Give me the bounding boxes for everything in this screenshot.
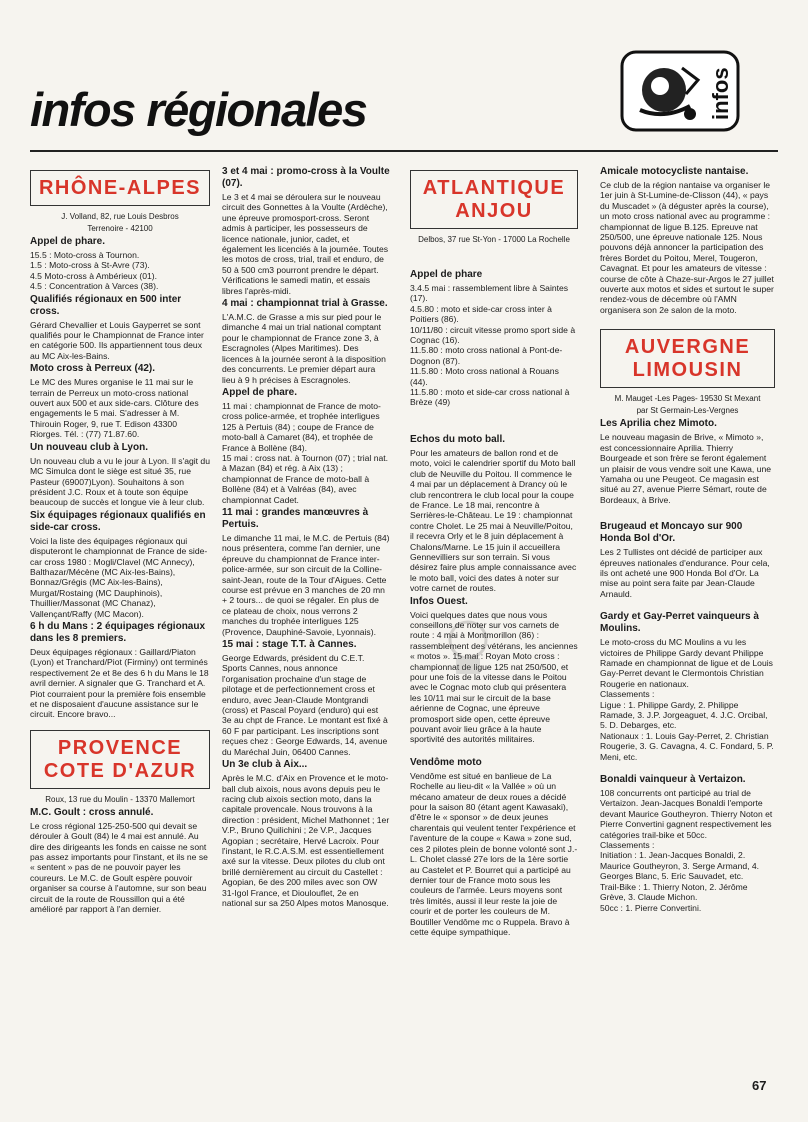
infos-logo xyxy=(620,50,740,132)
region-address: M. Mauget -Les Pages- 19530 St Mexant xyxy=(614,394,761,404)
watermark-logo xyxy=(446,620,490,676)
article-heading: M.C. Goult : cross annulé. xyxy=(30,806,154,818)
article-body: Gérard Chevallier et Louis Gayperret se sont qualifiés pour le Championnat de France inter en catégorie 500. Ils appartiennent tous deux au MC Aix-les-Bains. xyxy=(30,319,204,361)
article-heading: Six équipages régionaux qualifiés en side-car cross. xyxy=(30,509,206,533)
region-header-provence xyxy=(30,730,210,789)
region-header-rhone-alpes xyxy=(30,170,210,206)
article-body: George Edwards, président du C.E.T. Sports Cannes, nous annonce l'organisation prochaine d'un stage de pilotage et de perfectionnement cross et enduro, avec Jean-Claude Montgrandi (cross) et Pascal Poyard (enduro) qui est 3e au chpt de France. Le montant est fixé à 60 F par participant. Les inscriptions sont reçues chez : George Edwards, 14, avenue du Maréchal Juin, 06400 Cannes. xyxy=(222,653,388,757)
region-address: Terrenoire - 42100 xyxy=(87,224,153,233)
article-body: Vendôme est situé en banlieue de La Rochelle au lieu-dit « la Vallée » où un mécano amateur de deux roues a décidé pour la saison 80 (étant agent Kawasaki), d'être le « sponsor » de deux jeunes charentais qui veulent tenter l'expérience et l'aventure de la coupe « Kawa » zone sud, ces 2 pilotes plein de bonne volonté sont J.-L. Cholet classé 27e lors de la 1ère sortie au Castelet et P. Bourret qui a participé au dernier tour de France moto sous les couleurs de l'armée. Leurs moyens sont très limités, aussi il leur reste la joie de courir et de porter les couleurs de M. Boutiller Vendôme mc o Ruppela. Bravo à cette équipe sympathique. xyxy=(410,770,578,937)
column-4 xyxy=(600,166,775,915)
article-body: Le cross régional 125-250-500 qui devait se dérouler à Goult (84) le 4 mai est annulé. Au dire des dirigeants les fonds en caisse ne sont pas assez importants pour l'instant, et ils ne se « sentent » pas de ne pouvoir payer les coureurs. Le M.C. de Goult espère pouvoir organiser sa course à l'automne, sur son beau circuit de la route de Roussillon qui a été amélioré par rapport à l'an dernier. xyxy=(30,820,208,915)
article-heading: Appel de phare xyxy=(410,269,483,280)
article-heading: 6 h du Mans : 2 équipages régionaux dans les 8 premiers. xyxy=(30,620,206,644)
article-heading: Gardy et Gay-Perret vainqueurs à Moulins. xyxy=(600,611,759,635)
article-heading: Appel de phare. xyxy=(30,236,106,247)
article-heading: 3 et 4 mai : promo-cross à la Voulte (07). xyxy=(222,166,390,189)
region-name: RHÔNE-ALPES xyxy=(38,177,202,199)
article-body: 15.5 : Moto-cross à Tournon. 1.5 : Moto-cross à St-Avre (73). 4.5 Moto-cross à Ambérieux (01). 4.5 : Concentration à Varces (38). xyxy=(30,250,159,292)
region-header-auvergne xyxy=(600,329,775,388)
article-heading: Brugeaud et Moncayo sur 900 Honda Bol d'Or. xyxy=(600,521,743,545)
article-heading: Vendôme moto xyxy=(410,756,482,768)
article-heading: 11 mai : grandes manœuvres à Pertuis. xyxy=(222,506,369,530)
article-heading: Un nouveau club à Lyon. xyxy=(30,441,148,453)
region-name: AUVERGNE xyxy=(624,336,751,359)
page-number: 67 xyxy=(752,1078,767,1093)
article-heading: Bonaldi vainqueur à Vertaizon. xyxy=(600,774,746,786)
article-body: Les 2 Tullistes ont décidé de participer aux épreuves nationales d'endurance. Pour cela, ils ont acheté une 900 Honda Bol d'Or. La mise au point sera faite par Jean-Claude Arnauld. xyxy=(600,547,770,599)
region-address: J. Volland, 82, rue Louis Desbros xyxy=(61,212,179,221)
article-body: Le nouveau magasin de Brive, « Mimoto », est concessionnaire Aprilia. Thierry Bourgeade et son frère se feront également un plaisir de vous vendre soit une Kawa, une Yamaha ou une Peugeot. Ce magasin est situé au 27, avenue Pierre Sémart, route de Bordeaux, à Brive. xyxy=(600,432,772,505)
article-heading: Appel de phare. xyxy=(222,386,298,398)
column-atlantique-anjou xyxy=(410,166,578,939)
article-heading: Les Aprilia chez Mimoto. xyxy=(600,418,717,430)
article-body: Ce club de la région nantaise va organiser le 1er juin à St-Lumine-de-Clisson (44), « pays du Muscadet » (à déguster après la course), un moto cross national avec au programme : championnat de ligue B.125. Epreuve nat 250/500, une épreuve nationale 125. Nous pouvons déjà annoncer la participation des frères Bordet du Poitou, Merel, Tougeron, Cavagnat. Et pour les amateurs de vitesse : course de côte à Chaze-sur-Argos le 27 juillet ouverte aux motos et sides et surtout le super rendez-vous de décembre où l'AMN organisera son 2e salon de la moto. xyxy=(600,180,774,315)
article-body: Le MC des Mures organise le 11 mai sur le terrain de Perreux un moto-cross national ouvert aux 500 et aux side-cars. Clôture des engagements le 5 mai. S'adresser à M. Thirouin Roger, 9, rue T. Edison 43300 Riorges. Tél. : (77) 71.87.60. xyxy=(30,377,199,440)
page-title: infos régionales xyxy=(30,83,367,136)
logo-text: infos xyxy=(708,67,733,120)
article-body: Le dimanche 11 mai, le M.C. de Pertuis (84) nous présentera, comme l'an dernier, une épreuve du championnat de France inter-police-armée, sur son circuit de la Colline-saint-Jean, route de la Tour d'Aigues. Cette course est prévue en 3 manches de 20 mn + 2 tours... de quoi se régaler. En plus de ce plateau de choix, nous verrons 2 manches du trophée interligues 125 (Provence, Dauphiné-Savoie, Lyonnais). xyxy=(222,532,390,637)
article-body: Le moto-cross du MC Moulins a vu les victoires de Philippe Gardy devant Philippe Ramade en championnat de ligue et de Louis Gay-Perret devant le Clermontois Christian Rougerie en nationaux. Classements : Ligue : 1. Philippe Gardy, 2. Philippe Ramade, 3. J.P. Jorgeaguet, 4. J.C. Orcibal, 5. D. Debarges, etc. Nationaux : 1. Louis Gay-Perret, 2. Christian Rougerie, 3. G. Cavagna, 4. C. Fondard, 5. P. Meni, etc. xyxy=(600,637,774,762)
region-name: PROVENCE xyxy=(57,736,183,759)
article-body: Voici la liste des équipages régionaux qui disputeront le championnat de France de side-car cross 1980 : Mogli/Clavel (MC Annecy), Balthazar/Mécène (MC Aix-les-Bains), Bonnaz/Grégis (MC Aix-les-Bains), Murgat/Rostaing (MC Dauphinois), Thuillier/Massonat (MC Chanaz), Vallençant/Raffy (MC Macon). xyxy=(30,535,208,619)
article-body: Pour les amateurs de ballon rond et de moto, voici le calendrier sportif du Moto ball club de Neuville du Poitou. Il commence le 4 mai par un déplacement à Drancy où le club rencontrera le club local pour la coupe de France. Le 18 mai, rencontre à Serrières-le-Château. Le 19 : championnat contre Cholet. Le 25 mai à Neuville/Poitou, il recevra Orly et le 8 juin déplacement à Chalons/Marne. Le 15 juin il accueillera Gennevilliers sur son terrain. Si vous désirez faire plus ample connaissance avec le moto ball, voici des dates à noter sur votre carnet de routes. xyxy=(410,447,577,594)
column-rhone-alpes xyxy=(30,166,210,916)
article-heading: Infos Ouest. xyxy=(410,595,468,607)
article-body: L'A.M.C. de Grasse a mis sur pied pour le dimanche 4 mai un trial national comptant pour le championnat de France zone 3, à Escragnoles (Alpes Maritimes). Des licences à la journée seront à la disposition des concurrents. Le premier départ aura lieu à 9 h précises à Escragnoles. xyxy=(222,312,386,385)
region-header-atlantique xyxy=(410,170,578,229)
region-address: Delbos, 37 rue St-Yon - 17000 La Rochelle xyxy=(418,235,570,244)
article-heading: Amicale motocycliste nantaise. xyxy=(600,166,749,177)
article-body: 3.4.5 mai : rassemblement libre à Saintes (17). 4.5.80 : moto et side-car cross inter à Poitiers (86). 10/11/80 : circuit vitesse promo sport side à Cognac (16). 11.5.80 : moto cross national à Pont-de-Dognon (87). 11.5.80 : Moto cross national à Rouans (44). 11.5.80 : moto et side-car cross national à Brèze (49) xyxy=(410,283,576,408)
article-body: Le 3 et 4 mai se déroulera sur le nouveau circuit des Gonnettes à la Voulte (Ardèche), une épreuve promosport-cross. Seront admis à participer, les possesseurs de licence nationale, junior, cadet, et également les licenciés à la journée. Toutes les motos de cross, trial, trail et enduro, de 50 à 500 cm3 pourront prendre le départ. Vérifications le samedi matin, et essais libres l'après-midi. xyxy=(222,192,389,296)
title-rule xyxy=(30,150,778,152)
article-body: Deux équipages régionaux : Gaillard/Piaton (Lyon) et Tranchard/Piot (Firminy) ont terminés respectivement 2e et 8e des 6 h du Mans le 18 avril dernier. A signaler que G. Tranchard et A. Piot courraient pour la première fois ensemble et ne disposaient d'aucune assistance sur le circuit. Encore bravo... xyxy=(30,646,209,720)
article-body: 11 mai : championnat de France de moto-cross police-armée, et trophée interligues 125 à Pertuis (84) ; coupe de France de moto-ball à Camaret (84), et trophée de France à Bollène (84). 15 mai : cross nat. à Tournon (07) ; trial nat. à Mazan (84) et rég. à Aix (13) ; championnat de France de moto-ball à Bollène (84) et à Valréas (84), avec championnat Cadet. xyxy=(222,400,389,505)
region-name: COTE D'AZUR xyxy=(43,759,197,782)
column-2 xyxy=(222,166,390,910)
region-address: par St Germain-Les-Vergnes xyxy=(636,406,739,416)
article-body: Un nouveau club a vu le jour à Lyon. Il s'agit du MC Simulca dont le siège est situé 35, rue Pasteur (69007)Lyon). Souhaitons à son président J.C. Roux et à toute son équipe beaucoup de succès et longue vie à leur club. xyxy=(30,455,210,508)
article-heading: Un 3e club à Aix... xyxy=(222,759,308,771)
article-body: Voici quelques dates que nous vous conseillons de noter sur vos carnets de route : 4 mai à Montmorillon (86) : rassemblement des vétérans, les anciennes « motos ». 15 mai : Royan Moto cross : championnat de ligue 125 nat 250/500, et pour une fois de la vitesse dans le Poitou avec le Cognac moto club qui présentera les 10/11 mai sur le circuit de la base aérienne de Cognac, une épreuve promosport side open, cette épreuve pouvant avoir lieu grâce à la haute sportivité des autorités militaires. xyxy=(410,609,578,745)
article-heading: 4 mai : championnat trial à Grasse. xyxy=(222,298,388,310)
article-heading: Moto cross à Perreux (42). xyxy=(30,363,156,375)
article-heading: Echos du moto ball. xyxy=(410,433,506,445)
article-body: Après le M.C. d'Aix en Provence et le moto-ball club aixois, nous avons depuis peu le racing club aixois section moto, dans la capitale provencale. Nous trouvons à la direction : président, Michel Mathonnet ; 1er V.P., Bruno Quilichini ; 2e V.P., Jacques Agopian ; secrétaire, Hervé Lacroix. Pour l'instant, le R.C.A.S.M. est essentiellement axé sur la vitesse. Deux pilotes du club ont brillé dernièrement au circuit du Castellet : Agopian, 6e des 200 miles avec son OW 31-Igol France, et Dioulouflet, 2e en national sur sa 250 Alpes motos Manosque. xyxy=(222,773,390,908)
region-name: ANJOU xyxy=(455,200,533,222)
article-heading: Qualifiés régionaux en 500 inter cross. xyxy=(30,293,182,317)
article-heading: 15 mai : stage T.T. à Cannes. xyxy=(222,639,357,651)
region-name: LIMOUSIN xyxy=(632,359,743,382)
region-name: ATLANTIQUE xyxy=(422,177,566,199)
article-body: 108 concurrents ont participé au trial de Vertaizon. Jean-Jacques Bonaldi l'emporte devant Maurice Goutheyron. Thierry Noton et Pierre Convertini gagnent respectivement les catégories trail-bike et 50cc. Classements : Initiation : 1. Jean-Jacques Bonaldi, 2. Maurice Goutheyron, 3. Serge Armand, 4. Georges Blanc, 5. Eric Sauvadet, etc. Trail-Bike : 1. Thierry Noton, 2. Jérôme Grève, 3. Claude Michon. 50cc : 1. Pierre Convertini. xyxy=(600,788,773,913)
region-address: Roux, 13 rue du Moulin - 13370 Mallemort xyxy=(45,794,195,804)
